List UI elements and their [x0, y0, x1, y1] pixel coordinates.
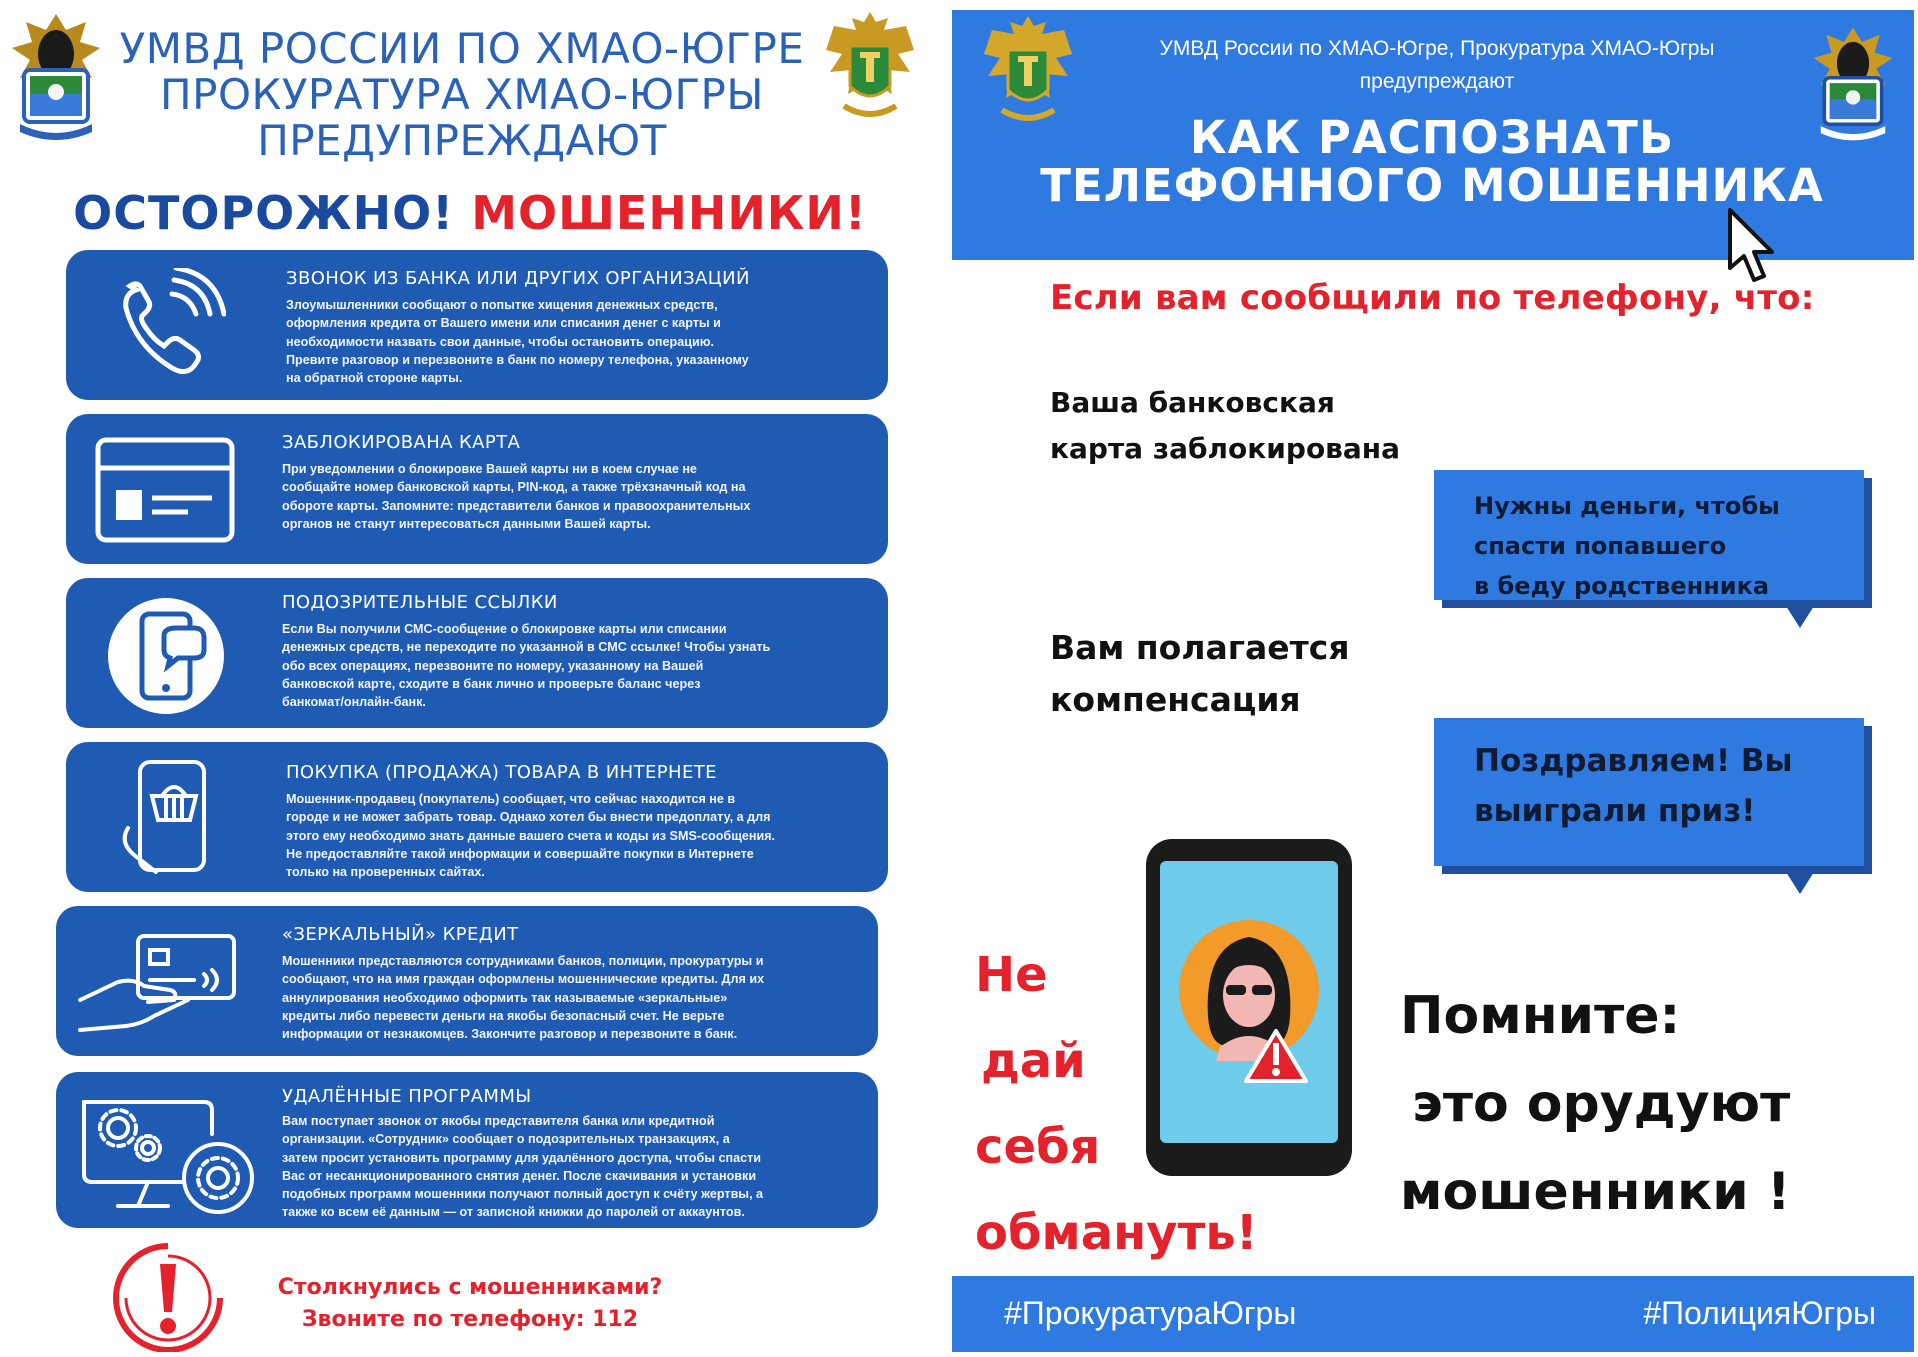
remember-line: Помните:: [1400, 986, 1681, 1046]
card-body: [286, 296, 876, 387]
remember-line: мошенники !: [1400, 1162, 1791, 1222]
claim-line: компенсация: [1050, 680, 1301, 719]
remember-warning: [1400, 972, 1860, 1236]
info-card: [56, 1072, 878, 1228]
speech-bubble-text: [1474, 736, 1793, 836]
card-body-line: информации от незнакомцев. Закончите разговор и перезвоните в банк.: [282, 1027, 738, 1042]
info-card: [66, 250, 888, 400]
card-body: [286, 790, 886, 881]
info-card: [66, 742, 888, 892]
dont-line: обмануть!: [975, 1205, 1258, 1261]
police-emblem-icon: [8, 8, 104, 146]
hotline-number: Звоните по телефону: 112: [301, 1307, 639, 1332]
left-header-line: УМВД РОССИИ ПО ХМАО-ЮГРЕ: [119, 24, 805, 73]
dont-line: Не: [975, 947, 1048, 1003]
card-body-line: денежных средств, не переходите по указанной в СМС ссылке! Чтобы узнать: [282, 640, 771, 655]
card-body-line: Мошенник-продавец (покупатель) сообщает, что сейчас находится не в: [286, 792, 736, 806]
speech-bubble-money: [1434, 470, 1864, 600]
if-told-heading: Если вам сообщили по телефону, что:: [1050, 278, 1815, 318]
card-body: [282, 460, 882, 533]
card-body-line: аннулирования необходимо оформить так называемые «зеркальные»: [282, 990, 728, 1005]
card-body-line: Превите разговор и перезвоните в банк по номеру телефона, указанному: [286, 352, 749, 367]
dont-line: себя: [975, 1119, 1101, 1175]
right-subheader: [1112, 32, 1762, 98]
smartphone-message-icon: [104, 596, 228, 716]
card-title: ЗАБЛОКИРОВАНА КАРТА: [282, 432, 521, 453]
card-body-line: Не предоставляйте такой информации и совершайте покупки в Интернете: [286, 846, 754, 861]
warning-title-fraudsters: МОШЕННИКИ!: [471, 186, 867, 240]
speech-line: Поздравляем! Вы: [1474, 743, 1793, 779]
card-title: «ЗЕРКАЛЬНЫЙ» КРЕДИТ: [282, 924, 519, 945]
hotline-footer: [200, 1272, 740, 1336]
card-body-line: банкомат/онлайн-банк.: [282, 695, 426, 710]
claim-line: карта заблокирована: [1050, 432, 1401, 465]
claim-line: Ваша банковская: [1050, 386, 1335, 419]
right-main-title: [992, 111, 1872, 212]
card-body-line: органов не станут интересоваться данными Вашей карты.: [282, 516, 651, 531]
card-body-line: необходимости назвать свои данные, чтобы остановить операцию.: [286, 334, 714, 349]
hashtag-police: #ПолицияЮгры: [1643, 1295, 1876, 1331]
claim-line: Вам полагается: [1050, 628, 1350, 667]
warning-title-careful: ОСТОРОЖНО!: [73, 186, 455, 240]
card-body-line: этого ему необходимо знать данные вашего счета и коды из SMS-сообщения.: [286, 828, 776, 843]
card-body-line: оформления кредита от Вашего имени или списания денег с карты и: [286, 316, 721, 331]
card-body-line: Злоумышленники сообщают о попытке хищения денежных средств,: [286, 298, 718, 312]
card-body-line: Вас от несанкционированного снятия денег. После скачивания и установки: [282, 1168, 757, 1183]
card-body-line: организации. «Сотрудник» сообщает о подозрительных транзакциях, а: [282, 1132, 730, 1147]
bank-card-icon: [92, 434, 238, 546]
claim-card-blocked: [1050, 380, 1400, 472]
speech-line: спасти попавшего: [1474, 532, 1727, 560]
card-body: [282, 952, 872, 1043]
mouse-cursor-icon: [1724, 206, 1780, 286]
prosecutor-emblem-icon: [822, 10, 918, 128]
remember-line: это орудуют: [1412, 1074, 1791, 1134]
card-title: ПОКУПКА (ПРОДАЖА) ТОВАРА В ИНТЕРНЕТЕ: [286, 762, 717, 783]
right-subheader-line: УМВД России по ХМАО-Югре, Прокуратура ХМАО-Югры: [1159, 37, 1715, 60]
right-main-title-line: КАК РАСПОЗНАТЬ: [1189, 111, 1675, 164]
info-card: [66, 578, 888, 728]
card-body-line: Вам поступает звонок от якобы представителя банка или кредитной: [282, 1114, 715, 1128]
speech-bubble-text: [1474, 486, 1780, 606]
dont-be-fooled: [975, 932, 1325, 1276]
warning-title: [0, 186, 940, 240]
computer-gears-icon: [78, 1094, 254, 1218]
speech-line: выиграли приз!: [1474, 793, 1756, 829]
speech-line: Нужны деньги, чтобы: [1474, 492, 1780, 520]
card-title: УДАЛЁННЫЕ ПРОГРАММЫ: [282, 1086, 532, 1107]
card-body-line: на обратной стороне карты.: [286, 371, 463, 386]
card-body-line: банковской карте, сходите в банк лично и проверьте баланс через: [282, 676, 701, 691]
hotline-question: Столкнулись с мошенниками?: [277, 1275, 663, 1300]
dont-line: дай: [981, 1033, 1086, 1089]
card-title: ЗВОНОК ИЗ БАНКА ИЛИ ДРУГИХ ОРГАНИЗАЦИЙ: [286, 268, 750, 289]
left-header-line: ПРЕДУПРЕЖДАЮТ: [257, 116, 667, 165]
speech-line: в беду родственника: [1474, 572, 1770, 600]
card-title: ПОДОЗРИТЕЛЬНЫЕ ССЫЛКИ: [282, 592, 558, 613]
left-header: [112, 26, 812, 164]
card-body-line: Если Вы получили СМС-сообщение о блокировке карты или списании: [282, 622, 727, 636]
card-body: [282, 1112, 872, 1222]
claim-compensation: [1050, 622, 1350, 726]
left-flyer: [0, 0, 940, 1357]
card-body-line: обо всех операциях, перезвоните по номеру, указанному на Вашей: [282, 658, 704, 673]
card-body-line: городе и не может забрать товар. Однако хотел бы внести предоплату, а для: [286, 810, 771, 825]
right-subheader-line: предупреждают: [1359, 70, 1515, 93]
card-body-line: кредиты либо перевести деньги на якобы безопасный счет. Не верьте: [282, 1008, 725, 1023]
shopping-basket-phone-icon: [116, 758, 226, 880]
speech-bubble-prize: [1434, 718, 1864, 866]
card-body-line: только на проверенных сайтах.: [286, 865, 485, 880]
speech-bubble-tail: [1786, 872, 1814, 894]
hashtag-prosecutor: #ПрокуратураЮгры: [1004, 1295, 1297, 1331]
card-body-line: сообщайте номер банковской карты, PIN-код, а также трёхзначный код на: [282, 480, 746, 495]
info-card: [66, 414, 888, 564]
card-body-line: При уведомлении о блокировке Вашей карты ни в коем случае не: [282, 462, 697, 476]
info-card: [56, 906, 878, 1056]
right-main-title-line: ТЕЛЕФОННОГО МОШЕННИКА: [1040, 159, 1824, 212]
card-body-line: подобных программ мошенники получают полный доступ к счёту жертвы, а: [282, 1187, 764, 1202]
hand-card-icon: [78, 930, 238, 1042]
speech-bubble-tail: [1786, 606, 1814, 628]
card-body-line: сообщают, что на имя граждан оформлены мошеннические кредиты. Для их: [282, 972, 765, 987]
card-body-line: Мошенники представляются сотрудниками банков, полиции, прокуратуры и: [282, 954, 764, 968]
phone-handset-icon: [106, 268, 226, 386]
card-body: [282, 620, 882, 711]
left-header-line: ПРОКУРАТУРА ХМАО-ЮГРЫ: [160, 70, 764, 119]
card-body-line: обороте карты. Запомните: представители банков и правоохранительных: [282, 498, 751, 513]
card-body-line: также ко всем её данным — от записной книжки до паролей от аккаунтов.: [282, 1205, 745, 1220]
card-body-line: затем просит установить программу для удалённого доступа, чтобы спасти: [282, 1150, 762, 1165]
right-footer-band: [952, 1276, 1914, 1352]
